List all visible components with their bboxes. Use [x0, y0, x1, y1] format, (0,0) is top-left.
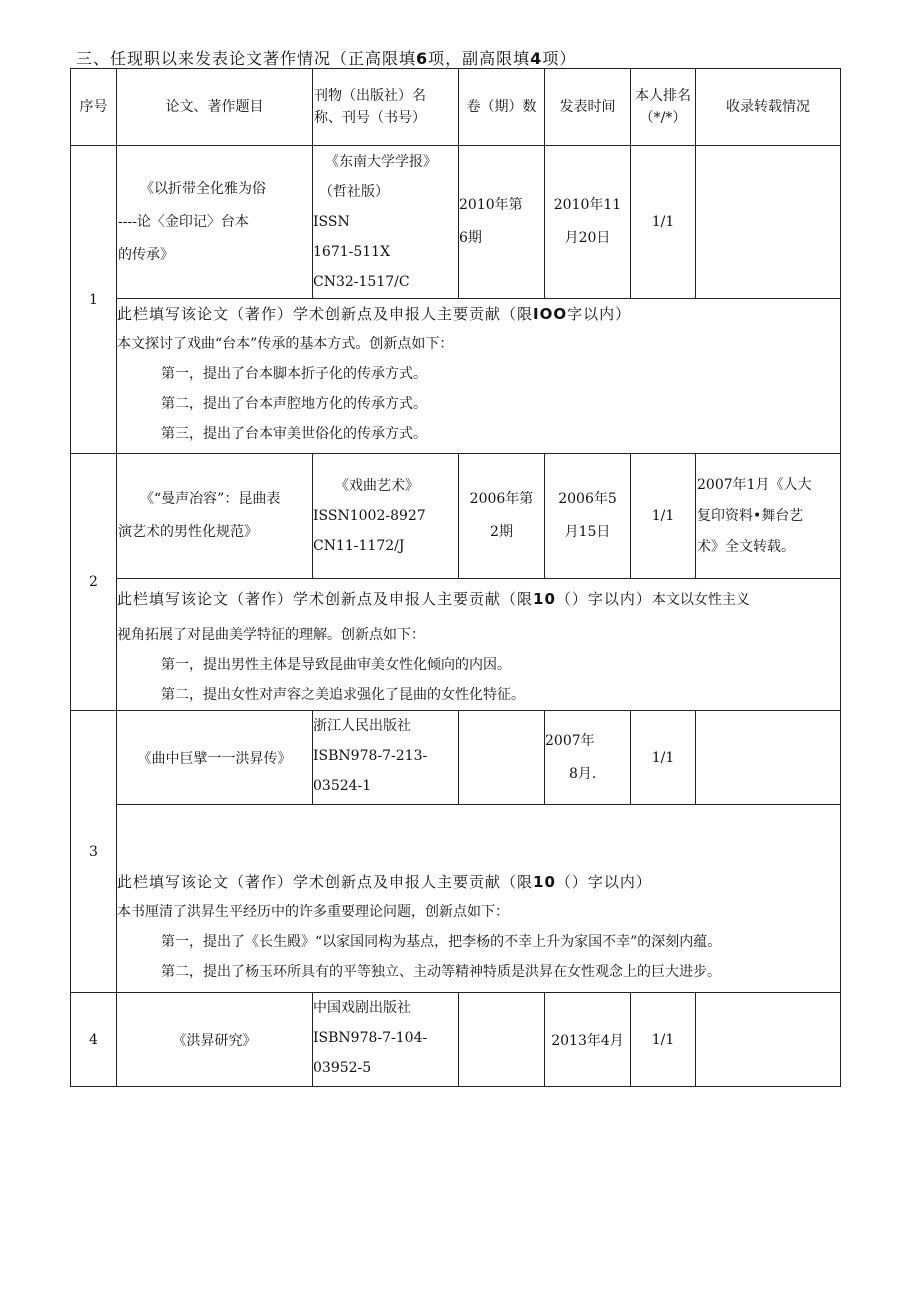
innovation-row	[71, 299, 841, 454]
table-row	[71, 711, 841, 805]
innovation-row	[71, 579, 841, 711]
row-volume	[459, 993, 545, 1087]
row-title: 《曲中巨擘一一洪昇传》	[117, 711, 313, 805]
innovation-text: 本书厘清了洪昇生平经历中的许多重要理论问题，创新点如下：	[117, 904, 509, 920]
row-rank: 1/1	[631, 711, 696, 805]
innovation-title: 此栏填写该论文（著作）学术创新点及申报人主要贡献（限IOO字以内）	[117, 305, 632, 323]
row-record	[696, 146, 841, 299]
innovation-title: 此栏填写该论文（著作）学术创新点及申报人主要贡献（限10（）字以内）本文以女性主义	[117, 590, 750, 608]
row-title: 《洪昇研究》	[117, 993, 313, 1087]
innovation-text: 第一，提出了《长生殿》“以家国同构为基点，把李杨的不幸上升为家国不幸”的深刻内蕴。	[161, 934, 722, 950]
innovation-text: 第二，提出了杨玉环所具有的平等独立、主动等精神特质是洪昇在女性观念上的巨大进步。	[161, 964, 721, 980]
row-journal: 《戏曲艺术》 ISSN1002-8927 CN11-1172/J	[313, 454, 459, 579]
col-header-volume: 卷（期）数	[459, 69, 545, 146]
innovation-text: 视角拓展了对昆曲美学特征的理解。创新点如下：	[117, 627, 425, 643]
section-heading: 三、任现职以来发表论文著作情况（正高限填6项，副高限填4项）	[76, 49, 577, 68]
innovation-text: 第一，提出男性主体是导致昆曲审美女性化倾向的内因。	[161, 657, 511, 673]
col-header-journal: 刊物（出版社）名 称、刊号（书号）	[313, 69, 459, 146]
row-journal: 中国戏剧出版社 ISBN978-7-104- 03952-5	[313, 993, 459, 1087]
row-volume: 2010年第 6期	[459, 146, 545, 299]
innovation-text: 本文探讨了戏曲“台本”传承的基本方式。创新点如下：	[117, 336, 454, 352]
innovation-text: 第一，提出了台本脚本折子化的传承方式。	[161, 366, 427, 382]
row-journal: 浙江人民出版社 ISBN978-7-213- 03524-1	[313, 711, 459, 805]
innovation-text: 第三，提出了台本审美世俗化的传承方式。	[161, 426, 427, 442]
innovation-text: 第二，提出女性对声容之美追求强化了昆曲的女性化特征。	[161, 687, 525, 703]
row-seq: 4	[71, 993, 117, 1087]
row-date: 2010年11 月20日	[545, 146, 631, 299]
table-row	[71, 993, 841, 1087]
row-seq: 2	[71, 454, 117, 711]
row-record	[696, 993, 841, 1087]
col-header-seq: 序号	[71, 69, 117, 146]
innovation-cell	[117, 805, 841, 993]
row-date: 2006年5 月15日	[545, 454, 631, 579]
row-date: 2007年 8月.	[545, 711, 631, 805]
row-record	[696, 711, 841, 805]
row-record: 2007年1月《人大 复印资料•舞台艺 术》全文转载。	[696, 454, 841, 579]
innovation-row	[71, 805, 841, 993]
col-header-rank: 本人排名 （*/*）	[631, 69, 696, 146]
row-rank: 1/1	[631, 146, 696, 299]
row-journal: 《东南大学学报》 （哲社版） ISSN 1671-511X CN32-1517/C	[313, 146, 459, 299]
table-row	[71, 454, 841, 579]
row-title: 《“曼声冶容”：昆曲表 演艺术的男性化规范》	[117, 454, 313, 579]
row-date: 2013年4月	[545, 993, 631, 1087]
row-title: 《以折带全化雅为俗 ----论〈金印记〉台本 的传承》	[117, 146, 313, 299]
header-row	[71, 69, 841, 146]
col-header-title: 论文、著作题目	[117, 69, 313, 146]
row-rank: 1/1	[631, 993, 696, 1087]
innovation-title: 此栏填写该论文（著作）学术创新点及申报人主要贡献（限10（）字以内）	[117, 873, 652, 891]
row-rank: 1/1	[631, 454, 696, 579]
innovation-cell	[117, 299, 841, 454]
col-header-record: 收录转载情况	[696, 69, 841, 146]
innovation-cell	[117, 579, 841, 711]
row-seq: 3	[71, 711, 117, 993]
publications-table	[70, 68, 841, 1087]
col-header-date: 发表时间	[545, 69, 631, 146]
table-row	[71, 146, 841, 299]
row-volume	[459, 711, 545, 805]
row-seq: 1	[71, 146, 117, 454]
row-volume: 2006年第 2期	[459, 454, 545, 579]
innovation-text: 第二，提出了台本声腔地方化的传承方式。	[161, 396, 427, 412]
